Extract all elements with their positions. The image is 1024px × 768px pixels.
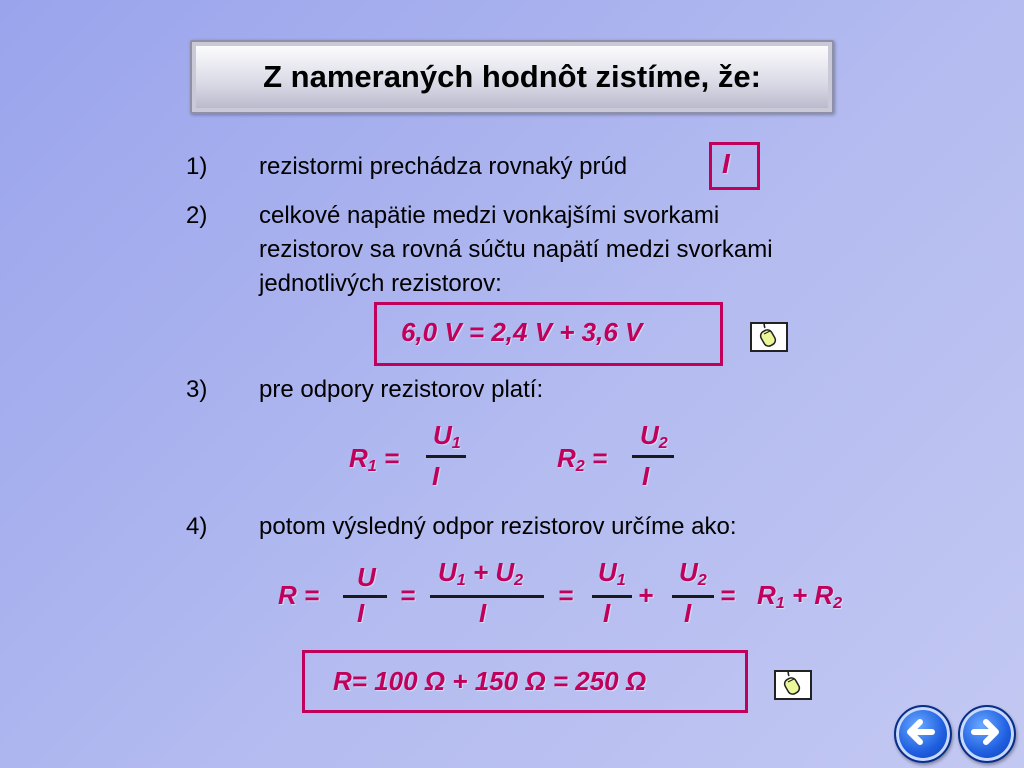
mouse-icon[interactable] — [750, 322, 788, 352]
r2-denominator: I — [642, 461, 650, 491]
r1-formula-lhs: $R_1$ = — [349, 443, 400, 476]
item-2-line-3: jednotlivých rezistorov: — [259, 270, 502, 297]
total-formula-rhs: $R_1 + R_2$ — [757, 580, 843, 613]
f3-numerator: $U_1$ — [598, 557, 626, 590]
item-1-text: rezistormi prechádza rovnaký prúd — [259, 153, 628, 180]
item-4-text: potom výsledný odpor rezistorov určíme ako: — [259, 513, 737, 540]
r1-numerator: $U_1$ — [433, 420, 461, 453]
equals-sign-1: = — [400, 580, 416, 610]
item-2-number: 2) — [186, 202, 208, 229]
forward-button[interactable] — [958, 705, 1016, 763]
current-symbol: I — [722, 148, 730, 179]
f3-fraction-bar — [592, 595, 632, 598]
f2-fraction-bar — [430, 595, 544, 598]
f3-denominator: I — [603, 598, 611, 628]
f1-numerator: U — [357, 562, 376, 592]
f4-fraction-bar — [672, 595, 714, 598]
item-2-line-2: rezistorov sa rovná súčtu napätí medzi svorkami — [259, 236, 773, 263]
plus-sign: + — [638, 580, 654, 610]
current-symbol-box — [709, 142, 760, 190]
r2-fraction-bar — [632, 455, 674, 458]
f1-denominator: I — [357, 598, 365, 628]
mouse-icon[interactable] — [774, 670, 812, 700]
equals-sign-3: = — [720, 580, 736, 610]
f2-denominator: I — [479, 598, 487, 628]
back-button[interactable] — [894, 705, 952, 763]
r2-formula-lhs: $R_2$ = — [557, 443, 608, 476]
equals-sign-2: = — [558, 580, 574, 610]
item-4-number: 4) — [186, 513, 208, 540]
r1-denominator: I — [432, 461, 440, 491]
resistance-result: R= 100 Ω + 150 Ω = 250 Ω — [333, 666, 647, 696]
f2-numerator: $U_1 + U_2$ — [438, 557, 524, 590]
r2-numerator: $U_2$ — [640, 420, 668, 453]
item-3-text: pre odpory rezistorov platí: — [259, 376, 544, 403]
item-2-line-1: celkové napätie medzi vonkajšími svorkami — [259, 202, 720, 229]
f1-fraction-bar — [343, 595, 387, 598]
item-1-number: 1) — [186, 153, 208, 180]
f4-denominator: I — [684, 598, 692, 628]
slide-title: Z nameraných hodnôt zistíme, že: — [190, 40, 834, 114]
total-formula-lhs: R = — [278, 580, 320, 610]
voltage-equation: 6,0 V = 2,4 V + 3,6 V — [401, 317, 643, 347]
f4-numerator: $U_2$ — [679, 557, 707, 590]
arrow-right-icon — [958, 705, 1012, 759]
item-3-number: 3) — [186, 376, 208, 403]
arrow-left-icon — [894, 705, 948, 759]
r1-fraction-bar — [426, 455, 466, 458]
